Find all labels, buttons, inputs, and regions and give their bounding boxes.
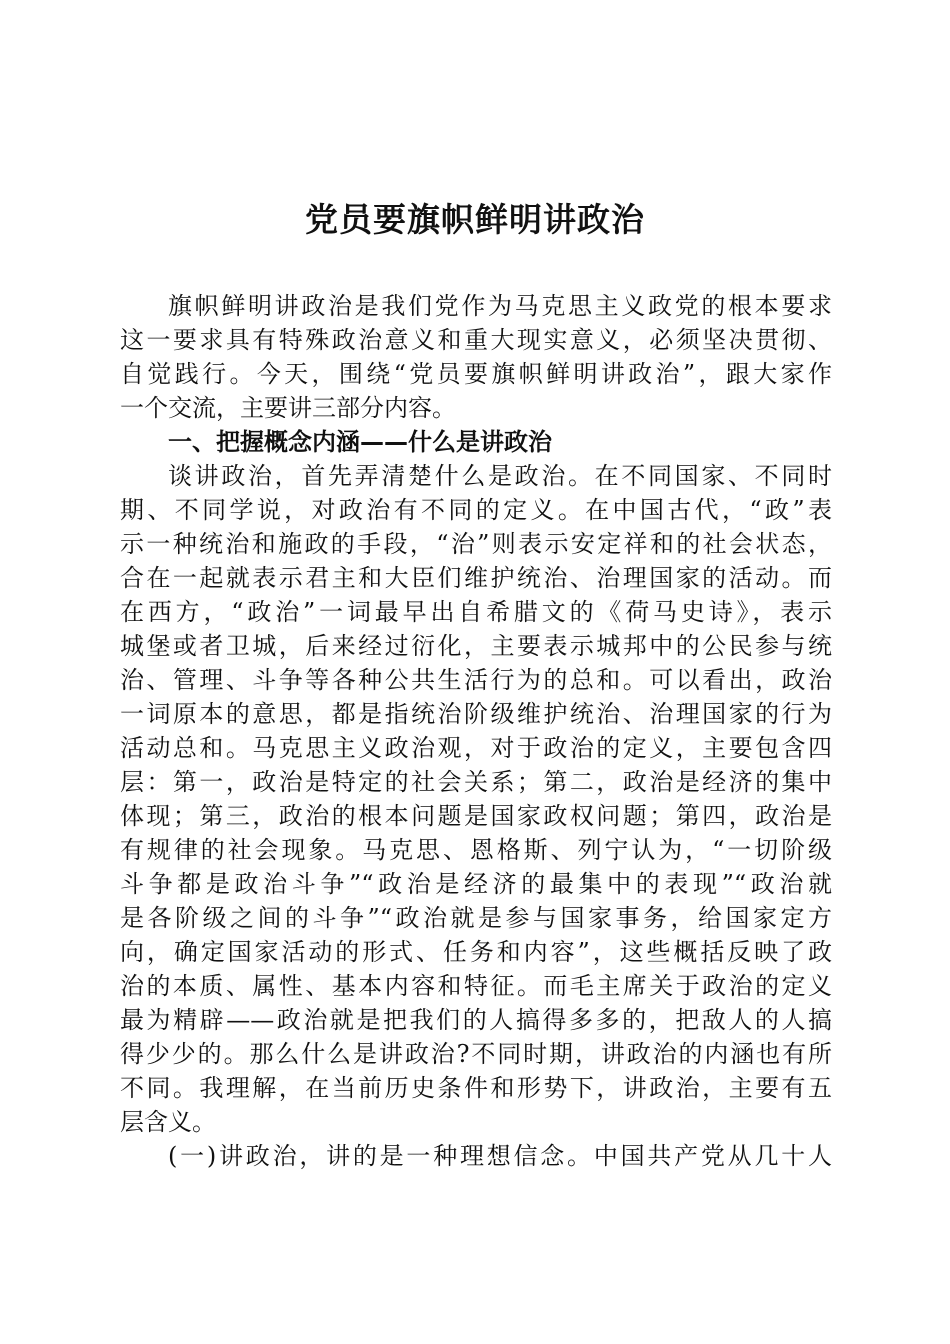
document-body: [120, 289, 832, 1173]
paragraph-line: 不同。我理解，在当前历史条件和形势下，讲政治，主要有五: [120, 1074, 832, 1102]
paragraph-line: 向，确定国家活动的形式、任务和内容”，这些概括反映了政: [120, 938, 832, 966]
paragraph-line: (一)讲政治，讲的是一种理想信念。中国共产党从几十人: [168, 1142, 832, 1170]
paragraph-line: 城堡或者卫城，后来经过衍化，主要表示城邦中的公民参与统: [120, 632, 832, 660]
paragraph-line: 自觉践行。今天，围绕“党员要旗帜鲜明讲政治”，跟大家作: [120, 360, 832, 388]
paragraph-line: 旗帜鲜明讲政治是我们党作为马克思主义政党的根本要求: [168, 292, 832, 320]
paragraph-line: 谈讲政治，首先弄清楚什么是政治。在不同国家、不同时: [168, 462, 832, 490]
paragraph-line: 合在一起就表示君主和大臣们维护统治、治理国家的活动。而: [120, 564, 832, 592]
paragraph-line: 期、不同学说，对政治有不同的定义。在中国古代，“政”表: [120, 496, 832, 524]
paragraph-line: 一个交流，主要讲三部分内容。: [120, 394, 456, 422]
paragraph-line: 治、管理、斗争等各种公共生活行为的总和。可以看出，政治: [120, 666, 832, 694]
paragraph-line: 示一种统治和施政的手段，“治”则表示安定祥和的社会状态，: [120, 530, 832, 558]
paragraph-line: 最为精辟——政治就是把我们的人搞得多多的，把敌人的人搞: [120, 1006, 832, 1034]
paragraph-line: 在西方，“政治”一词最早出自希腊文的《荷马史诗》，表示: [120, 598, 832, 626]
paragraph-line: 体现；第三，政治的根本问题是国家政权问题；第四，政治是: [120, 802, 832, 830]
paragraph-line: 一词原本的意思，都是指统治阶级维护统治、治理国家的行为: [120, 700, 832, 728]
paragraph-line: 得少少的。那么什么是讲政治?不同时期，讲政治的内涵也有所: [120, 1040, 832, 1068]
paragraph-line: 有规律的社会现象。马克思、恩格斯、列宁认为，“一切阶级: [120, 836, 832, 864]
paragraph-line: 这一要求具有特殊政治意义和重大现实意义，必须坚决贯彻、: [120, 326, 832, 354]
paragraph-line: 活动总和。马克思主义政治观，对于政治的定义，主要包含四: [120, 734, 832, 762]
paragraph-line: 是各阶级之间的斗争”“政治就是参与国家事务，给国家定方: [120, 904, 832, 932]
paragraph-line: 层：第一，政治是特定的社会关系；第二，政治是经济的集中: [120, 768, 832, 796]
paragraph-line: 层含义。: [120, 1108, 216, 1136]
paragraph-line: 斗争都是政治斗争”“政治是经济的最集中的表现”“政治就: [120, 870, 832, 898]
section-heading: 一、把握概念内涵——什么是讲政治: [168, 428, 552, 456]
paragraph-line: 治的本质、属性、基本内容和特征。而毛主席关于政治的定义: [120, 972, 832, 1000]
document-title: 党员要旗帜鲜明讲政治: [305, 200, 645, 239]
